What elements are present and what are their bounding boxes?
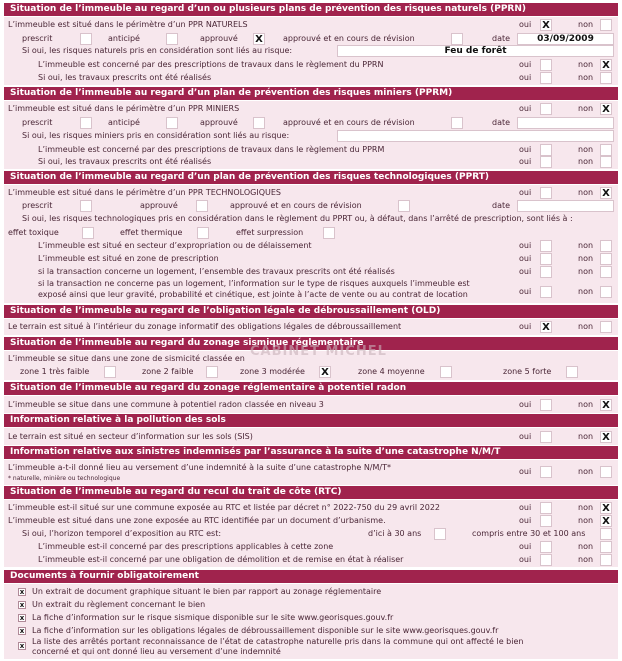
approuve-label: approuvé <box>200 34 238 43</box>
pprn-prescrit-box[interactable] <box>80 33 92 45</box>
rev-label: approuvé et en cours de révision <box>283 118 415 127</box>
pprm-risk-field[interactable] <box>337 130 614 142</box>
pprt-q5: si la transaction concerne un logement, l’ensemble des travaux prescrits ont été réalisés <box>38 267 395 276</box>
rtc-q3: Si oui, l’horizon temporel d’exposition au RTC est: <box>22 529 222 538</box>
doc-item-4: La fiche d’information sur les obligations légales de débroussaillement disponible sur le site www.georisques.gouv.fr <box>32 626 499 635</box>
pprn-date-field[interactable]: 03/09/2009 <box>517 33 614 45</box>
oui-label: oui <box>519 20 532 29</box>
non-label: non <box>578 241 594 250</box>
pprm-anticipe-box[interactable] <box>166 117 178 129</box>
non-label: non <box>578 145 594 154</box>
oui-label: oui <box>519 400 532 409</box>
date-label: date <box>492 201 511 210</box>
pprn-q4: Si oui, les travaux prescrits ont été réalisés <box>38 73 212 82</box>
non-label: non <box>578 104 594 113</box>
rtc-q2: L’immeuble est situé dans une zone exposée au RTC identifiée par un document d’urbanisme. <box>8 516 386 525</box>
pprm-q3: L’immeuble est concerné par des prescriptions de travaux dans le règlement du PPRM <box>38 145 385 154</box>
doc-item-1: Un extrait de document graphique situant le bien par rapport au zonage réglementaire <box>32 587 382 596</box>
surpression-label: effet surpression <box>236 228 304 237</box>
zone2-label: zone 2 faible <box>142 367 194 376</box>
pprt-thermique-box[interactable] <box>197 227 209 239</box>
non-label: non <box>578 432 594 441</box>
pprt-surpression-box[interactable] <box>323 227 335 239</box>
zone5-label: zone 5 forte <box>503 367 552 376</box>
pprm-approuve-box[interactable] <box>253 117 265 129</box>
non-label: non <box>578 287 594 296</box>
pprt-q2: Si oui, les risques technologiques pris en considération dans le règlement du PPRT ou, à défaut, dans l’arrêté de prescription, sont liés à : <box>22 214 573 223</box>
pprm-q1-oui-box[interactable] <box>540 103 552 115</box>
radon-header: Situation de l’immeuble au regard du zonage réglementaire à potentiel radon <box>4 382 618 395</box>
non-label: non <box>578 516 594 525</box>
rtc-q4: L’immeuble est-il concerné par des prescriptions applicables à cette zone <box>38 542 334 551</box>
pprn-q3-non-box[interactable]: X <box>600 59 612 71</box>
sinistres-q1: L’immeuble a-t-il donné lieu au versement d’une indemnité à la suite d’une catastrophe N/M/T* <box>8 463 391 472</box>
old-q1-oui-box[interactable]: X <box>540 321 552 333</box>
pprt-q6-non-box[interactable] <box>600 286 612 298</box>
radon-q1-oui-box[interactable] <box>540 399 552 411</box>
non-label: non <box>578 542 594 551</box>
non-label: non <box>578 60 594 69</box>
sols-header: Information relative à la pollution des sols <box>4 414 618 427</box>
pprt-toxique-box[interactable] <box>82 227 94 239</box>
pprn-q2: Si oui, les risques naturels pris en considération sont liés au risque: <box>22 46 293 55</box>
docs-header: Documents à fournir obligatoirement <box>4 570 618 583</box>
rtc-q4-oui-box[interactable] <box>540 541 552 553</box>
prescrit-label: prescrit <box>22 118 53 127</box>
sols-q1: Le terrain est situé en secteur d’information sur les sols (SIS) <box>8 432 253 441</box>
sols-q1-non-box[interactable]: X <box>600 431 612 443</box>
old-header: Situation de l’immeuble au regard de l’obligation légale de débroussaillement (OLD) <box>4 305 618 318</box>
date-label: date <box>492 118 511 127</box>
pprn-header: Situation de l’immeuble au regard d’un ou plusieurs plans de prévention des risques naturels (PPRN) <box>4 3 618 16</box>
doc-item-2: Un extrait du règlement concernant le bien <box>32 600 206 609</box>
oui-label: oui <box>519 503 532 512</box>
non-label: non <box>578 555 594 564</box>
zone4-box[interactable] <box>440 366 452 378</box>
sinistres-header: Information relative aux sinistres indemnisés par l’assurance à la suite d’une catastrophe N/M/T <box>4 446 618 459</box>
rtc-q1-oui-box[interactable] <box>540 502 552 514</box>
non-label: non <box>578 157 594 166</box>
non-label: non <box>578 254 594 263</box>
pprm-q4: Si oui, les travaux prescrits ont été réalisés <box>38 157 212 166</box>
pprm-prescrit-box[interactable] <box>80 117 92 129</box>
pprt-q4-non-box[interactable] <box>600 253 612 265</box>
non-label: non <box>578 322 594 331</box>
doc-checkbox-5[interactable]: x <box>19 642 25 650</box>
pprt-prescrit-box[interactable] <box>80 200 92 212</box>
non-label: non <box>578 467 594 476</box>
pprt-q3-non-box[interactable] <box>600 240 612 252</box>
watermark: CABINET MICHEL <box>250 344 387 359</box>
approuve-label: approuvé <box>140 201 178 210</box>
oui-label: oui <box>519 188 532 197</box>
pprt-q3: L’immeuble est situé en secteur d’expropriation ou de délaissement <box>38 241 312 250</box>
rtc-q5-oui-box[interactable] <box>540 554 552 566</box>
pprn-anticipe-box[interactable] <box>166 33 178 45</box>
pprm-header: Situation de l’immeuble au regard d’un plan de prévention des risques miniers (PPRM) <box>4 87 618 100</box>
doc-checkbox-2[interactable]: x <box>19 601 25 609</box>
pprt-q6b: exposé ainsi que leur gravité, probabilité et cinétique, est jointe à l’acte de vente ou au contrat de location <box>38 290 468 299</box>
pprm-q1: L’immeuble est situé dans le périmètre d’un PPR MINIERS <box>8 104 240 113</box>
sinistres-q1-oui-box[interactable] <box>540 466 552 478</box>
rtc-q4-non-box[interactable] <box>600 541 612 553</box>
zone3-box[interactable]: X <box>319 366 331 378</box>
oui-label: oui <box>519 60 532 69</box>
pprt-q3-oui-box[interactable] <box>540 240 552 252</box>
approuve-label: approuvé <box>200 118 238 127</box>
non-label: non <box>578 188 594 197</box>
rtc-q1-non-box[interactable]: X <box>600 502 612 514</box>
oui-label: oui <box>519 542 532 551</box>
pprm-q3-oui-box[interactable] <box>540 144 552 156</box>
anticipe-label: anticipé <box>108 34 140 43</box>
doc-checkbox-3[interactable]: x <box>19 614 25 622</box>
pprt-header: Situation de l’immeuble au regard d’un plan de prévention des risques technologiques (PPRT) <box>4 171 618 184</box>
pprn-q4-non-box[interactable] <box>600 72 612 84</box>
pprn-q1: L’immeuble est situé dans le périmètre d’un PPR NATURELS <box>8 20 248 29</box>
oui-label: oui <box>519 73 532 82</box>
oui-label: oui <box>519 555 532 564</box>
radon-q1-non-box[interactable]: X <box>600 399 612 411</box>
non-label: non <box>578 400 594 409</box>
pprn-q3-oui-box[interactable] <box>540 59 552 71</box>
zone1-label: zone 1 très faible <box>20 367 90 376</box>
oui-label: oui <box>519 467 532 476</box>
doc-checkbox-1[interactable]: x <box>19 588 25 596</box>
oui-label: oui <box>519 267 532 276</box>
rtc-header: Situation de l’immeuble au regard du recul du trait de côte (RTC) <box>4 486 618 499</box>
pprt-q4-oui-box[interactable] <box>540 253 552 265</box>
oui-label: oui <box>519 516 532 525</box>
non-label: non <box>578 503 594 512</box>
non-label: non <box>578 267 594 276</box>
pprt-q1-non-box[interactable]: X <box>600 187 612 199</box>
pprm-q4-oui-box[interactable] <box>540 156 552 168</box>
thermique-label: effet thermique <box>120 228 183 237</box>
prescrit-label: prescrit <box>22 201 53 210</box>
pprt-date-field[interactable] <box>517 200 614 212</box>
old-q1-non-box[interactable] <box>600 321 612 333</box>
zone4-label: zone 4 moyenne <box>358 367 425 376</box>
doc-item-3: La fiche d’information sur le risque sismique disponible sur le site www.georisques.gouv.fr <box>32 613 394 622</box>
zone5-box[interactable] <box>566 366 578 378</box>
oui-label: oui <box>519 145 532 154</box>
date-label: date <box>492 34 511 43</box>
rtc-h100-label: compris entre 30 et 100 ans <box>472 529 586 538</box>
rtc-h30-box[interactable] <box>434 528 446 540</box>
pprm-q2: Si oui, les risques miniers pris en considération sont liés au risque: <box>22 131 290 140</box>
pprt-q5-non-box[interactable] <box>600 266 612 278</box>
pprn-rev-box[interactable] <box>451 33 463 45</box>
old-q1: Le terrain est situé à l’intérieur du zonage informatif des obligations légales de débroussaillement <box>8 322 402 331</box>
sinistres-q1-non-box[interactable] <box>600 466 612 478</box>
pprt-q1-oui-box[interactable] <box>540 187 552 199</box>
sinistres-note: * naturelle, minière ou technologique <box>8 475 121 482</box>
oui-label: oui <box>519 104 532 113</box>
rtc-q1: L’immeuble est-il situé sur une commune exposée au RTC et listée par décret n° 2022-750 du 29 avril 2022 <box>8 503 440 512</box>
pprt-approuve-box[interactable] <box>196 200 208 212</box>
pprn-q3: L’immeuble est concerné par des prescriptions de travaux dans le règlement du PPRN <box>38 60 384 69</box>
rev-label: approuvé et en cours de révision <box>230 201 362 210</box>
pprn-approuve-box[interactable]: X <box>253 33 265 45</box>
rtc-q5-non-box[interactable] <box>600 554 612 566</box>
oui-label: oui <box>519 241 532 250</box>
oui-label: oui <box>519 432 532 441</box>
rev-label: approuvé et en cours de révision <box>283 34 415 43</box>
pprm-date-field[interactable] <box>517 117 614 129</box>
pprn-q1-non-box[interactable] <box>600 19 612 31</box>
prescrit-label: prescrit <box>22 34 53 43</box>
rtc-h100-box[interactable] <box>600 528 612 540</box>
oui-label: oui <box>519 287 532 296</box>
pprt-q4: L’immeuble est situé en zone de prescription <box>38 254 219 263</box>
sols-q1-oui-box[interactable] <box>540 431 552 443</box>
pprm-q3-non-box[interactable] <box>600 144 612 156</box>
pprt-rev-box[interactable] <box>398 200 410 212</box>
sismique-header: Situation de l’immeuble au regard du zonage sismique réglementaire <box>4 337 618 350</box>
oui-label: oui <box>519 322 532 331</box>
pprt-q6a: si la transaction ne concerne pas un logement, l’information sur le type de risques auxquels l’immeuble est <box>38 279 470 288</box>
pprn-q1-oui-box[interactable]: X <box>540 19 552 31</box>
pprm-rev-box[interactable] <box>451 117 463 129</box>
non-label: non <box>578 73 594 82</box>
zone1-box[interactable] <box>104 366 116 378</box>
pprm-q4-non-box[interactable] <box>600 156 612 168</box>
pprt-q1: L’immeuble est situé dans le périmètre d’un PPR TECHNOLOGIQUES <box>8 188 281 197</box>
doc-checkbox-4[interactable]: x <box>19 627 25 635</box>
rtc-q2-non-box[interactable]: X <box>600 515 612 527</box>
doc-item-5b: concerné et qui ont donné lieu au versement d’une indemnité <box>32 647 281 656</box>
pprn-risk-field[interactable]: Feu de forêt <box>337 45 614 57</box>
anticipe-label: anticipé <box>108 118 140 127</box>
oui-label: oui <box>519 157 532 166</box>
zone2-box[interactable] <box>206 366 218 378</box>
radon-q1: L’immeuble se situe dans une commune à potentiel radon classée en niveau 3 <box>8 400 324 409</box>
rtc-q2-oui-box[interactable] <box>540 515 552 527</box>
rtc-q5: L’immeuble est-il concerné par une obligation de démolition et de remise en état à réaliser <box>38 555 404 564</box>
zone3-label: zone 3 modérée <box>240 367 305 376</box>
pprt-q6-oui-box[interactable] <box>540 286 552 298</box>
rtc-h30-label: d’ici à 30 ans <box>368 529 422 538</box>
oui-label: oui <box>519 254 532 263</box>
toxique-label: effet toxique <box>8 228 59 237</box>
pprn-q4-oui-box[interactable] <box>540 72 552 84</box>
sismique-q1: L’immeuble se situe dans une zone de sismicité classée en <box>8 354 245 363</box>
pprt-q5-oui-box[interactable] <box>540 266 552 278</box>
non-label: non <box>578 20 594 29</box>
doc-item-5: La liste des arrêtés portant reconnaissance de l’état de catastrophe naturelle pris dans la commune qui ont affecté le bien <box>32 637 524 646</box>
pprm-q1-non-box[interactable]: X <box>600 103 612 115</box>
